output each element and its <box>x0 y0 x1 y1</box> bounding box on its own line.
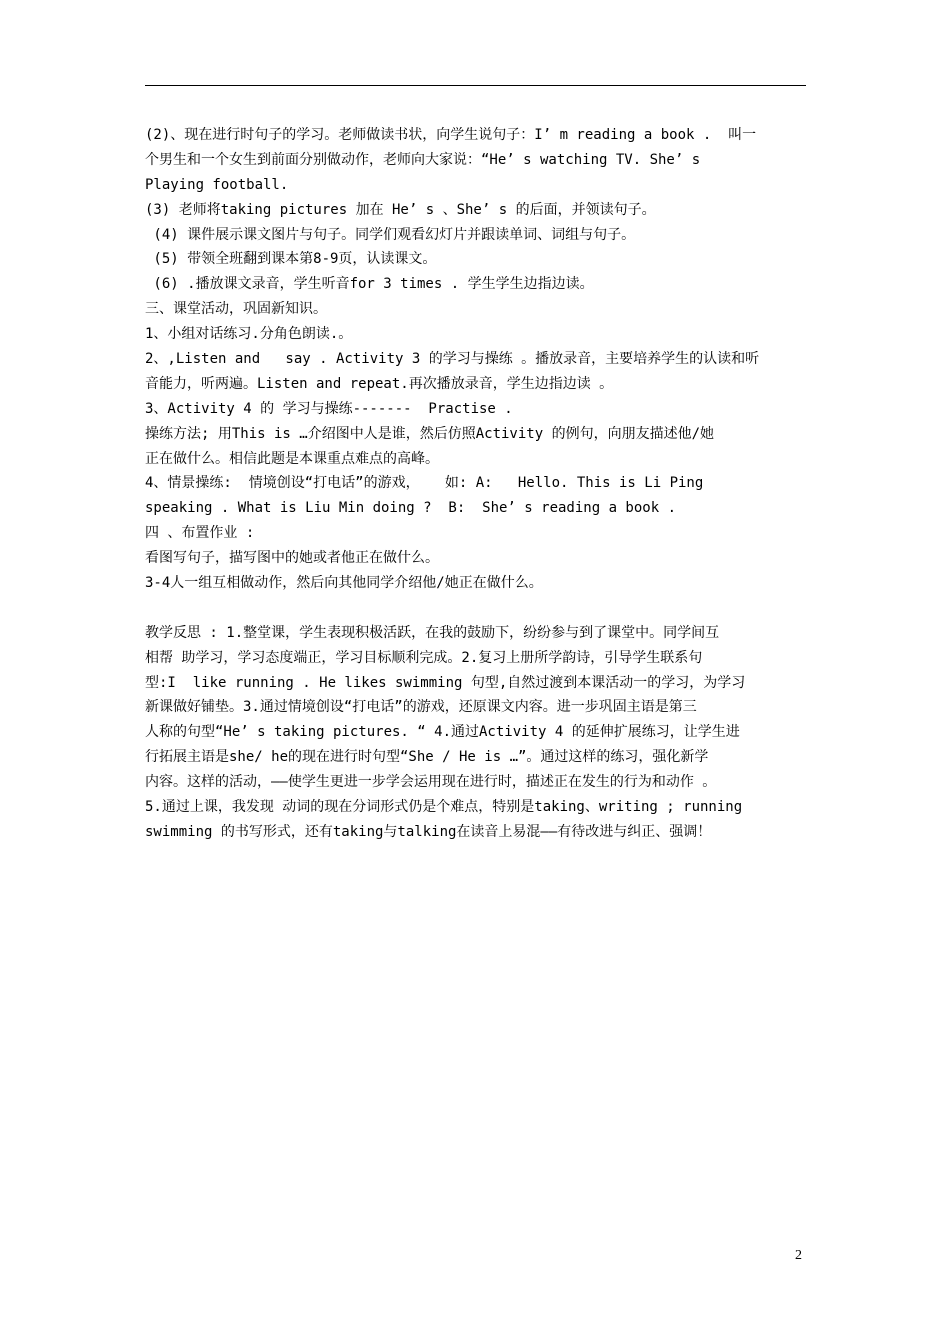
paragraph <box>145 521 807 546</box>
paragraph <box>145 546 807 571</box>
text-line: 行拓展主语是she/ he的现在进行时句型“She / He is …”。通过这样的练习，强化新学 <box>145 749 709 766</box>
paragraph <box>145 198 807 223</box>
paragraph <box>145 123 807 198</box>
text-line: speaking . What is Liu Min doing ? B: She’ s reading a book . <box>145 500 677 517</box>
text-line: 新课做好铺垫。3.通过情境创设“打电话”的游戏，还原课文内容。进一步巩固主语是第三 <box>145 699 697 716</box>
text-line: 三、课堂活动，巩固新知识。 <box>145 301 327 318</box>
text-line: (5) 带领全班翻到课本第8-9页，认读课文。 <box>145 251 437 268</box>
paragraph <box>145 621 807 845</box>
text-line: 人称的句型“He’ s taking pictures. “ 4.通过Activity 4 的延伸扩展练习，让学生进 <box>145 724 740 741</box>
text-line: 内容。这样的活动，——使学生更进一步学会运用现在进行时，描述正在发生的行为和动作 。 <box>145 774 717 791</box>
text-line: 四 、布置作业 : <box>145 525 255 542</box>
text-line: swimming 的书写形式，还有taking与talking在读音上易混——有待改进与纠正、强调！ <box>145 823 712 840</box>
paragraph <box>145 247 807 272</box>
page-number: 2 <box>795 1248 802 1263</box>
paragraph <box>145 223 807 248</box>
text-line: 5.通过上课，我发现 动词的现在分词形式仍是个难点，特别是taking、writing ; running <box>145 799 743 816</box>
text-line: Playing football. <box>145 176 289 193</box>
text-line: 操练方法; 用This is …介绍图中人是谁，然后仿照Activity 的例句，向朋友描述他/她 <box>145 425 715 442</box>
paragraph <box>145 397 807 422</box>
text-line: 音能力，听两遍。Listen and repeat.再次播放录音，学生边指边读 。 <box>145 375 614 392</box>
text-line: 看图写句子，描写图中的她或者他正在做什么。 <box>145 550 439 567</box>
header-rule <box>145 85 806 86</box>
text-line: 4、情景操练: 情境创设“打电话”的游戏， 如: A: Hello. This is Li Ping <box>145 475 704 492</box>
paragraph <box>145 297 807 322</box>
text-line: 正在做什么。相信此题是本课重点难点的高峰。 <box>145 450 439 467</box>
text-line: (2)、现在进行时句子的学习。老师做读书状，向学生说句子：I’ m reading a book . 叫一 <box>145 127 757 143</box>
text-line: 2、,Listen and say . Activity 3 的学习与操练 。播放录音，主要培养学生的认读和听 <box>145 351 760 368</box>
text-line: (3) 老师将taking pictures 加在 He’ s 、She’ s 的后面，并领读句子。 <box>145 201 656 218</box>
paragraph <box>145 596 807 621</box>
text-line: 3-4人一组互相做动作，然后向其他同学介绍他/她正在做什么。 <box>145 575 543 592</box>
paragraph <box>145 571 807 596</box>
text-line: 教学反思 : 1.整堂课，学生表现积极活跃，在我的鼓励下，纷纷参与到了课堂中。同学间互 <box>145 624 720 641</box>
paragraph <box>145 471 807 521</box>
text-line: 1、小组对话练习.分角色朗读.。 <box>145 326 353 343</box>
text-line: 个男生和一个女生到前面分别做动作，老师向大家说：“He’ s watching TV. She’ s <box>145 151 701 168</box>
text-line: (4) 课件展示课文图片与句子。同学们观看幻灯片并跟读单词、词组与句子。 <box>145 226 636 243</box>
paragraph <box>145 272 807 297</box>
text-line: 3、Activity 4 的 学习与操练------- Practise . <box>145 400 513 417</box>
text-line <box>145 596 807 621</box>
text-line: (6) .播放课文录音，学生听音for 3 times . 学生学生边指边读。 <box>145 276 594 293</box>
document-body <box>145 123 807 845</box>
text-line: 型:I like running . He likes swimming 句型,自然过渡到本课活动一的学习，为学习 <box>145 674 746 691</box>
paragraph <box>145 347 807 397</box>
paragraph <box>145 322 807 347</box>
text-line: 相帮 助学习，学习态度端正，学习目标顺利完成。2.复习上册所学韵诗，引导学生联系句 <box>145 649 703 666</box>
paragraph <box>145 422 807 472</box>
